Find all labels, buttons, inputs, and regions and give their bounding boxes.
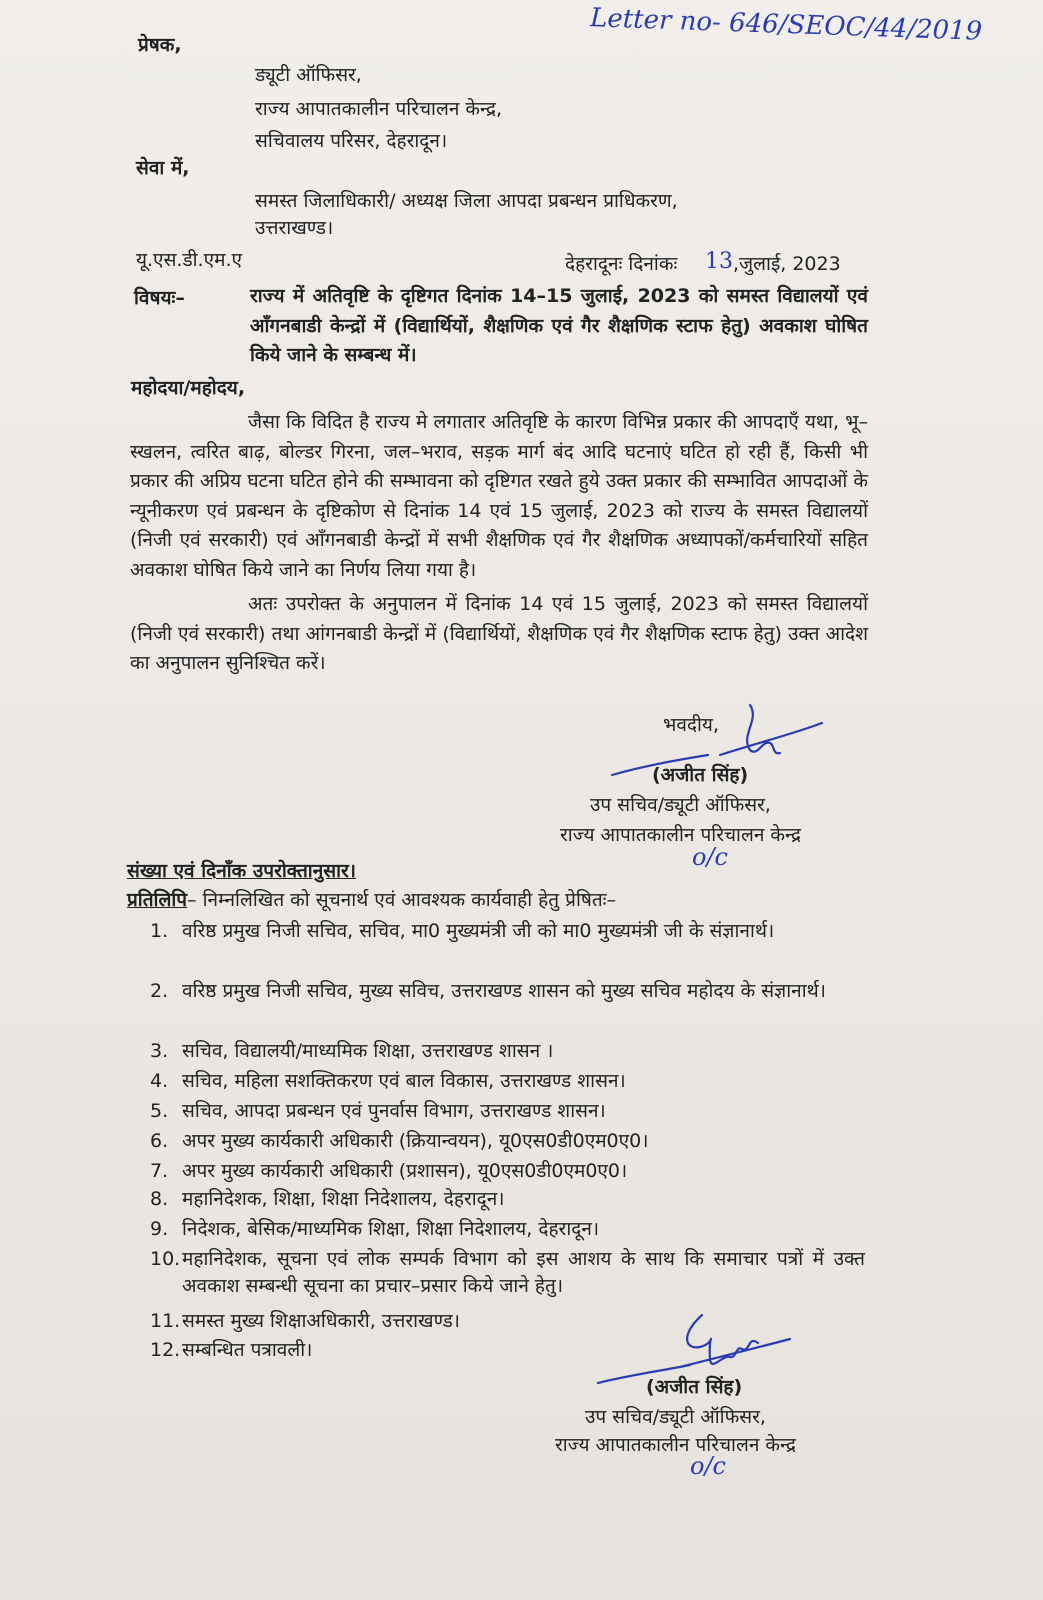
list-item: 1. वरिष्ठ प्रमुख निजी सचिव, सचिव, मा0 मुख्यमंत्री जी को मा0 मुख्यमंत्री जी के संज्ञानार्थ। [150, 920, 775, 942]
list-item: 11. समस्त मुख्य शिक्षाअधिकारी, उत्तराखण्ड। [150, 1310, 460, 1332]
salutation: महोदया/महोदय, [131, 377, 246, 399]
sender-label: प्रेषक, [138, 34, 182, 56]
signatory-designation-2: उप सचिव/ड्यूटी ऑफिसर, [585, 1406, 766, 1428]
list-item: 6. अपर मुख्य कार्यकारी अधिकारी (क्रियान्वयन), यू0एस0डी0एम0ए0। [150, 1130, 649, 1152]
recipient-label: सेवा में, [136, 157, 190, 179]
list-item: 8. महानिदेशक, शिक्षा, शिक्षा निदेशालय, देहरादून। [150, 1188, 505, 1210]
subject-label: विषयः– [134, 287, 185, 309]
signatory-office-2: राज्य आपातकालीन परिचालन केन्द्र [555, 1434, 796, 1456]
sender-line-3: सचिवालय परिसर, देहरादून। [255, 130, 448, 152]
signatory-name-1: (अजीत सिंह) [652, 764, 749, 786]
list-item: 9. निदेशक, बेसिक/माध्यमिक शिक्षा, शिक्षा निदेशालय, देहरादून। [150, 1218, 600, 1240]
list-item: 2. वरिष्ठ प्रमुख निजी सचिव, मुख्य सविच, उत्तराखण्ड शासन को मुख्य सचिव महोदय के संज्ञानार्थ। [150, 980, 826, 1002]
copy-intro [127, 888, 616, 912]
copy-intro-text: – निम्नलिखित को सूचनार्थ एवं आवश्यक कार्यवाही हेतु प्रेषितः– [187, 889, 617, 911]
copy-label: प्रतिलिपि [127, 889, 188, 911]
body-text [130, 408, 868, 679]
sender-line-1: ड्यूटी ऑफिसर, [255, 64, 362, 86]
signatory-office-1: राज्य आपातकालीन परिचालन केन्द्र [560, 824, 801, 846]
list-item: 4. सचिव, महिला सशक्तिकरण एवं बाल विकास, उत्तराखण्ड शासन। [150, 1070, 626, 1092]
signatory-name-2: (अजीत सिंह) [646, 1376, 743, 1398]
handwritten-letter-number: Letter no- 646/SEOC/44/2019 [589, 3, 983, 47]
recipient-line-1: समस्त जिलाधिकारी/ अध्यक्ष जिला आपदा प्रबन्धन प्राधिकरण, [255, 190, 678, 212]
reference-line: संख्या एवं दिनाँक उपरोक्तानुसार। [127, 860, 356, 882]
list-item: 12. सम्बन्धित पत्रावली। [150, 1339, 313, 1361]
handwritten-oc-2: o/c [690, 1452, 726, 1480]
date-prefix: देहरादूनः दिनांकः [565, 253, 678, 275]
list-item: 10. महानिदेशक, सूचना एवं लोक सम्पर्क विभाग को इस आशय के साथ कि समाचार पत्रों में उक्त अवकाश सम्बन्धी सूचना का प्रचार–प्रसार किये जाने हेतु। [150, 1248, 865, 1297]
reference-code: यू.एस.डी.एम.ए [136, 249, 242, 271]
subject-text: राज्य में अतिवृष्टि के दृष्टिगत दिनांक 14–15 जुलाई, 2023 को समस्त विद्यालयों एवं आँगनबाडी केन्द्रों में (विद्यार्थियों, शैक्षणिक एवं गैर शैक्षणिक स्टाफ हेतु) अवकाश घोषित किये जाने के सम्बन्ध में। [250, 285, 868, 366]
signatory-designation-1: उप सचिव/ड्यूटी ऑफिसर, [590, 794, 771, 816]
sender-line-2: राज्य आपातकालीन परिचालन केन्द्र, [255, 98, 503, 120]
closing-bhavdiya: भवदीय, [663, 714, 719, 736]
handwritten-oc-1: o/c [692, 843, 728, 871]
list-item: 5. सचिव, आपदा प्रबन्धन एवं पुनर्वास विभाग, उत्तराखण्ड शासन। [150, 1100, 606, 1122]
list-item: 7. अपर मुख्य कार्यकारी अधिकारी (प्रशासन), यू0एस0डी0एम0ए0। [150, 1160, 628, 1182]
date-handwritten-day: 13 [705, 249, 733, 274]
body-paragraph-2: अतः उपरोक्त के अनुपालन में दिनांक 14 एवं 15 जुलाई, 2023 को समस्त विद्यालयों (निजी एवं सरकारी) तथा आंगनबाडी केन्द्रों में (विद्यार्थियों, शैक्षणिक एवं गैर शैक्षणिक स्टाफ हेतु) उक्त आदेश का अनुपालन सुनिश्चित करें। [130, 593, 868, 674]
list-item: 3. सचिव, विद्यालयी/माध्यमिक शिक्षा, उत्तराखण्ड शासन । [150, 1040, 554, 1062]
body-paragraph-1: जैसा कि विदित है राज्य मे लगातार अतिवृष्टि के कारण विभिन्न प्रकार की आपदाएँ यथा, भू–स्खलन, त्वरित बाढ़, बोल्डर गिरना, जल–भराव, सड़क मार्ग बंद आदि घटनाएं घटित हो रही हैं, किसी भी प्रकार की अप्रिय घटना घटित होने की सम्भावना को दृष्टिगत रखते हुये उक्त प्रकार की सम्भावित आपदाओं के न्यूनीकरण एवं प्रबन्धन के दृष्टिकोण से दिनांक 14 एवं 15 जुलाई, 2023 को राज्य के समस्त विद्यालयों (निजी एवं सरकारी) एवं आँगनबाडी केन्द्रों में सभी शैक्षणिक एवं गैर शैक्षणिक अध्यापकों/कर्मचारियों सहित अवकाश घोषित किये जाने का निर्णय लिया गया है। [130, 411, 868, 581]
recipient-line-2: उत्तराखण्ड। [255, 217, 334, 239]
date-suffix: ,जुलाई, 2023 [733, 253, 841, 275]
